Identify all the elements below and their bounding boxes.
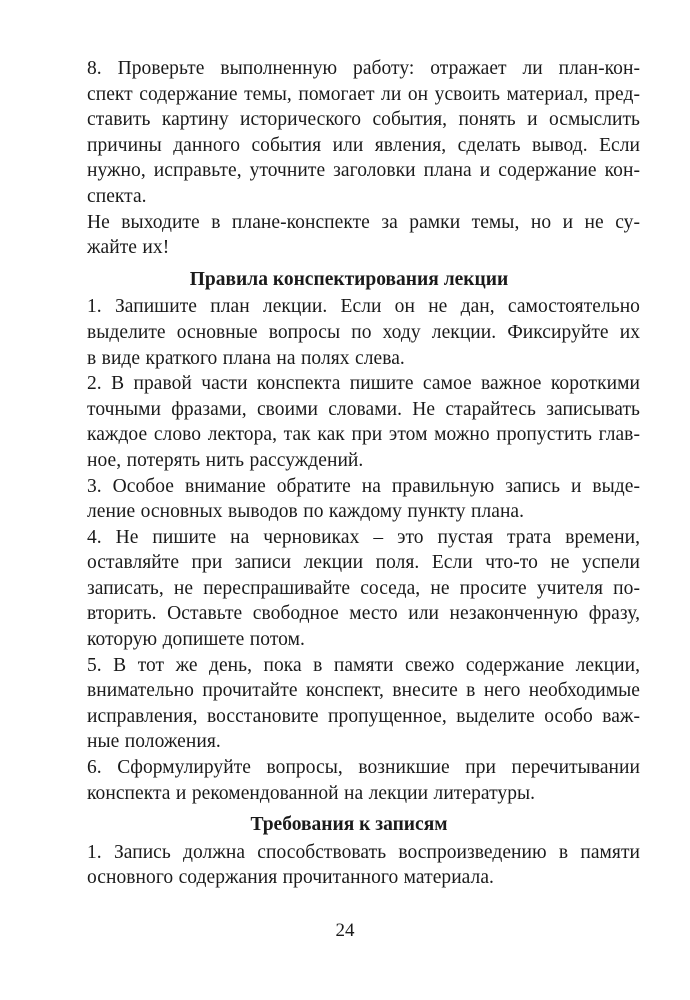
text-line: нужно, исправьте, уточните заголовки плана и содержание кон- bbox=[87, 160, 640, 182]
text-line: ление основных выводов по каждому пункту плана. bbox=[87, 501, 525, 523]
text-line: причины данного события или явления, сделать вывод. Если bbox=[87, 134, 640, 156]
text-line: 4. Не пишите на черновиках – это пустая трата времени, bbox=[87, 526, 640, 548]
text-line: в виде краткого плана на полях слева. bbox=[87, 347, 405, 369]
paragraph bbox=[58, 755, 640, 806]
text-line: вторить. Оставьте свободное место или незаконченную фразу, bbox=[87, 603, 640, 625]
text-line: 8. Проверьте выполненную работу: отражает ли план-кон- bbox=[87, 58, 640, 79]
text-line: 2. В правой части конспекта пишите самое важное короткими bbox=[87, 373, 640, 395]
text-line: внимательно прочитайте конспект, внесите в него необходимые bbox=[87, 680, 640, 702]
text-line: исправления, восстановите пропущенное, выделите особо важ- bbox=[87, 705, 640, 727]
text-line: жайте их! bbox=[87, 237, 170, 259]
text-line: спекта. bbox=[87, 185, 147, 207]
text-line: 5. В тот же день, пока в памяти свежо содержание лекции, bbox=[87, 654, 640, 676]
section-requirements bbox=[58, 840, 640, 891]
paragraph bbox=[58, 210, 640, 261]
page-number: 24 bbox=[335, 920, 355, 941]
paragraph bbox=[58, 653, 640, 755]
paragraph bbox=[58, 474, 640, 525]
text-line: выделите основные вопросы по ходу лекции. Фиксируйте их bbox=[87, 321, 640, 343]
text-line: 3. Особое внимание обратите на правильную запись и выде- bbox=[87, 475, 640, 497]
text-line: точными фразами, своими словами. Не старайтесь записывать bbox=[87, 398, 640, 420]
text-line: 1. Запись должна способствовать воспроизведению в памяти bbox=[87, 841, 640, 863]
text-line: оставляйте при записи лекции поля. Если что-то не успели bbox=[87, 552, 640, 574]
paragraph bbox=[58, 56, 640, 210]
text-line: ставить картину исторического события, понять и осмыслить bbox=[87, 109, 640, 131]
text-line: 1. Запишите план лекции. Если он не дан, самостоятельно bbox=[87, 296, 640, 318]
text-line: спект содержание темы, помогает ли он усвоить материал, пред- bbox=[87, 83, 640, 105]
paragraph bbox=[58, 371, 640, 473]
text-line: основного содержания прочитанного материала. bbox=[87, 867, 494, 889]
section-lecture-rules bbox=[58, 294, 640, 806]
paragraph bbox=[58, 294, 640, 371]
text-line: каждое слово лектора, так как при этом можно пропустить глав- bbox=[87, 424, 640, 446]
text-line: ное, потерять нить рассуждений. bbox=[87, 449, 364, 471]
text-line: Не выходите в плане-конспекте за рамки темы, но и не су- bbox=[87, 211, 640, 233]
heading-requirements: Требования к записям bbox=[250, 814, 448, 836]
heading-lecture-rules: Правила конспектирования лекции bbox=[189, 268, 509, 290]
text-line: ные положения. bbox=[87, 731, 221, 753]
text-line: 6. Сформулируйте вопросы, возникшие при перечитывании bbox=[87, 757, 640, 779]
paragraph bbox=[58, 525, 640, 653]
text-line: записать, не переспрашивайте соседа, не просите учителя по- bbox=[87, 577, 640, 599]
text-line: которую допишете потом. bbox=[87, 629, 305, 651]
section-intro bbox=[58, 56, 640, 261]
text-line: конспекта и рекомендованной на лекции литературы. bbox=[87, 782, 536, 804]
paragraph bbox=[58, 840, 640, 891]
